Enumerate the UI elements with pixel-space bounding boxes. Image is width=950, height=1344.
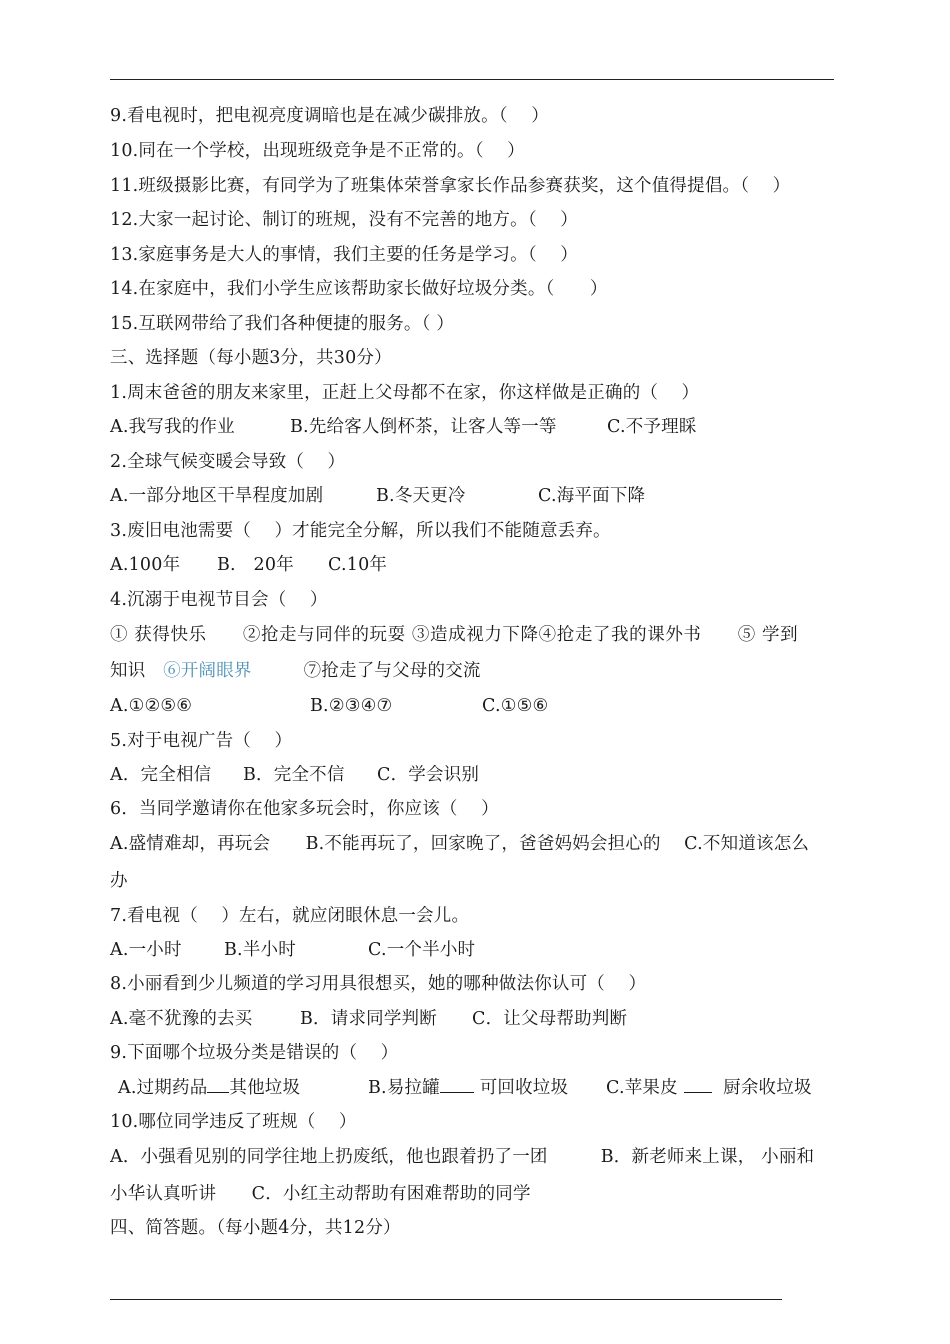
judge-item-11: 11.班级摄影比赛，有同学为了班集体荣誉拿家长作品参赛获奖，这个值得提倡。（ ） xyxy=(110,176,791,196)
question-1-stem: 1.周末爸爸的朋友来家里，正赶上父母都不在家，你这样做是正确的（ ） xyxy=(110,383,700,403)
option-b: B.先给客人倒杯茶，让客人等一等 xyxy=(290,417,557,437)
judge-item-9: 9.看电视时，把电视亮度调暗也是在减少碳排放。（ ） xyxy=(110,106,549,126)
question-10-options-line1: A．小强看见别的同学往地上扔废纸，他也跟着扔了一团 B．新老师来上课， 小丽和 xyxy=(110,1147,815,1167)
choice-highlighted: ⑥开阔眼界 xyxy=(163,661,252,681)
underline-blank xyxy=(440,1078,474,1093)
judge-item-10: 10.同在一个学校，出现班级竞争是不正常的。（ ） xyxy=(110,141,525,161)
question-4-stem: 4.沉溺于电视节目会（ ） xyxy=(110,590,328,610)
question-5-stem: 5.对于电视广告（ ） xyxy=(110,731,293,751)
question-8-stem: 8.小丽看到少儿频道的学习用具很想买，她的哪种做法你认可（ ） xyxy=(110,974,647,994)
option-b: B.②③④⑦ xyxy=(310,696,393,716)
option-b: B．请求同学判断 xyxy=(300,1009,437,1029)
judge-item-14: 14.在家庭中，我们小学生应该帮助家长做好垃圾分类。（ ） xyxy=(110,279,608,299)
option-b: B. 20年 xyxy=(217,555,294,575)
question-6-options-line1: A.盛情难却，再玩会 B.不能再玩了，回家晚了，爸爸妈妈会担心的 C.不知道该怎么 xyxy=(110,834,810,854)
option-a: A.一小时 xyxy=(110,940,182,960)
option-c: C．学会识别 xyxy=(377,765,480,785)
option-b: B．完全不信 xyxy=(243,765,345,785)
option-b: B.冬天更冷 xyxy=(376,486,466,506)
option-a: A.毫不犹豫的去买 xyxy=(110,1009,253,1029)
option-a: A.100年 xyxy=(110,555,181,575)
option-a: A．完全相信 xyxy=(110,765,212,785)
question-4-choices-line2 xyxy=(110,659,481,683)
option-c: C.不予理睬 xyxy=(607,417,697,437)
option-c: C.10年 xyxy=(328,555,388,575)
question-3-stem: 3.废旧电池需要（ ）才能完全分解，所以我们不能随意丢弃。 xyxy=(110,521,611,541)
option-b: B.易拉罐 可回收垃圾 xyxy=(368,1078,569,1098)
underline-blank xyxy=(207,1078,229,1093)
option-c: C.一个半小时 xyxy=(368,940,476,960)
choice-text: ⑦抢走了与父母的交流 xyxy=(303,661,481,681)
question-6-stem: 6．当同学邀请你在他家多玩会时，你应该（ ） xyxy=(110,799,499,819)
header-rule xyxy=(110,79,834,80)
option-c: C．让父母帮助判断 xyxy=(472,1009,628,1029)
judge-item-15: 15.互联网带给了我们各种便捷的服务。（ ） xyxy=(110,314,455,334)
question-2-stem: 2.全球气候变暖会导致（ ） xyxy=(110,452,346,472)
option-a: A.过期药品 其他垃圾 xyxy=(118,1078,301,1098)
option-c: C.海平面下降 xyxy=(538,486,646,506)
question-10-stem: 10.哪位同学违反了班规（ ） xyxy=(110,1112,357,1132)
footer-rule xyxy=(110,1299,782,1300)
option-c: C.苹果皮 厨余收垃圾 xyxy=(606,1078,812,1098)
section-4-title: 四、简答题。（每小题4分，共12分） xyxy=(110,1218,401,1238)
question-6-options-line2: 办 xyxy=(110,871,128,891)
option-a: A.①②⑤⑥ xyxy=(110,696,193,716)
judge-item-13: 13.家庭事务是大人的事情，我们主要的任务是学习。（ ） xyxy=(110,245,578,265)
option-b: B.半小时 xyxy=(224,940,296,960)
judge-item-12: 12.大家一起讨论、制订的班规，没有不完善的地方。（ ） xyxy=(110,210,578,230)
question-9-stem: 9.下面哪个垃圾分类是错误的（ ） xyxy=(110,1043,399,1063)
question-4-choices-line1: ① 获得快乐 ②抢走与同伴的玩耍 ③造成视力下降④抢走了我的课外书 ⑤ 学到 xyxy=(110,625,799,645)
question-7-stem: 7.看电视（ ）左右，就应闭眼休息一会儿。 xyxy=(110,906,470,926)
option-a: A.我写我的作业 xyxy=(110,417,235,437)
option-a: A.一部分地区干旱程度加剧 xyxy=(110,486,324,506)
question-10-options-line2: 小华认真听讲 C．小红主动帮助有困难帮助的同学 xyxy=(110,1184,531,1204)
option-c: C.①⑤⑥ xyxy=(482,696,549,716)
section-3-title: 三、选择题（每小题3分，共30分） xyxy=(110,348,392,368)
choice-text: 知识 xyxy=(110,661,164,681)
underline-blank xyxy=(684,1078,712,1093)
